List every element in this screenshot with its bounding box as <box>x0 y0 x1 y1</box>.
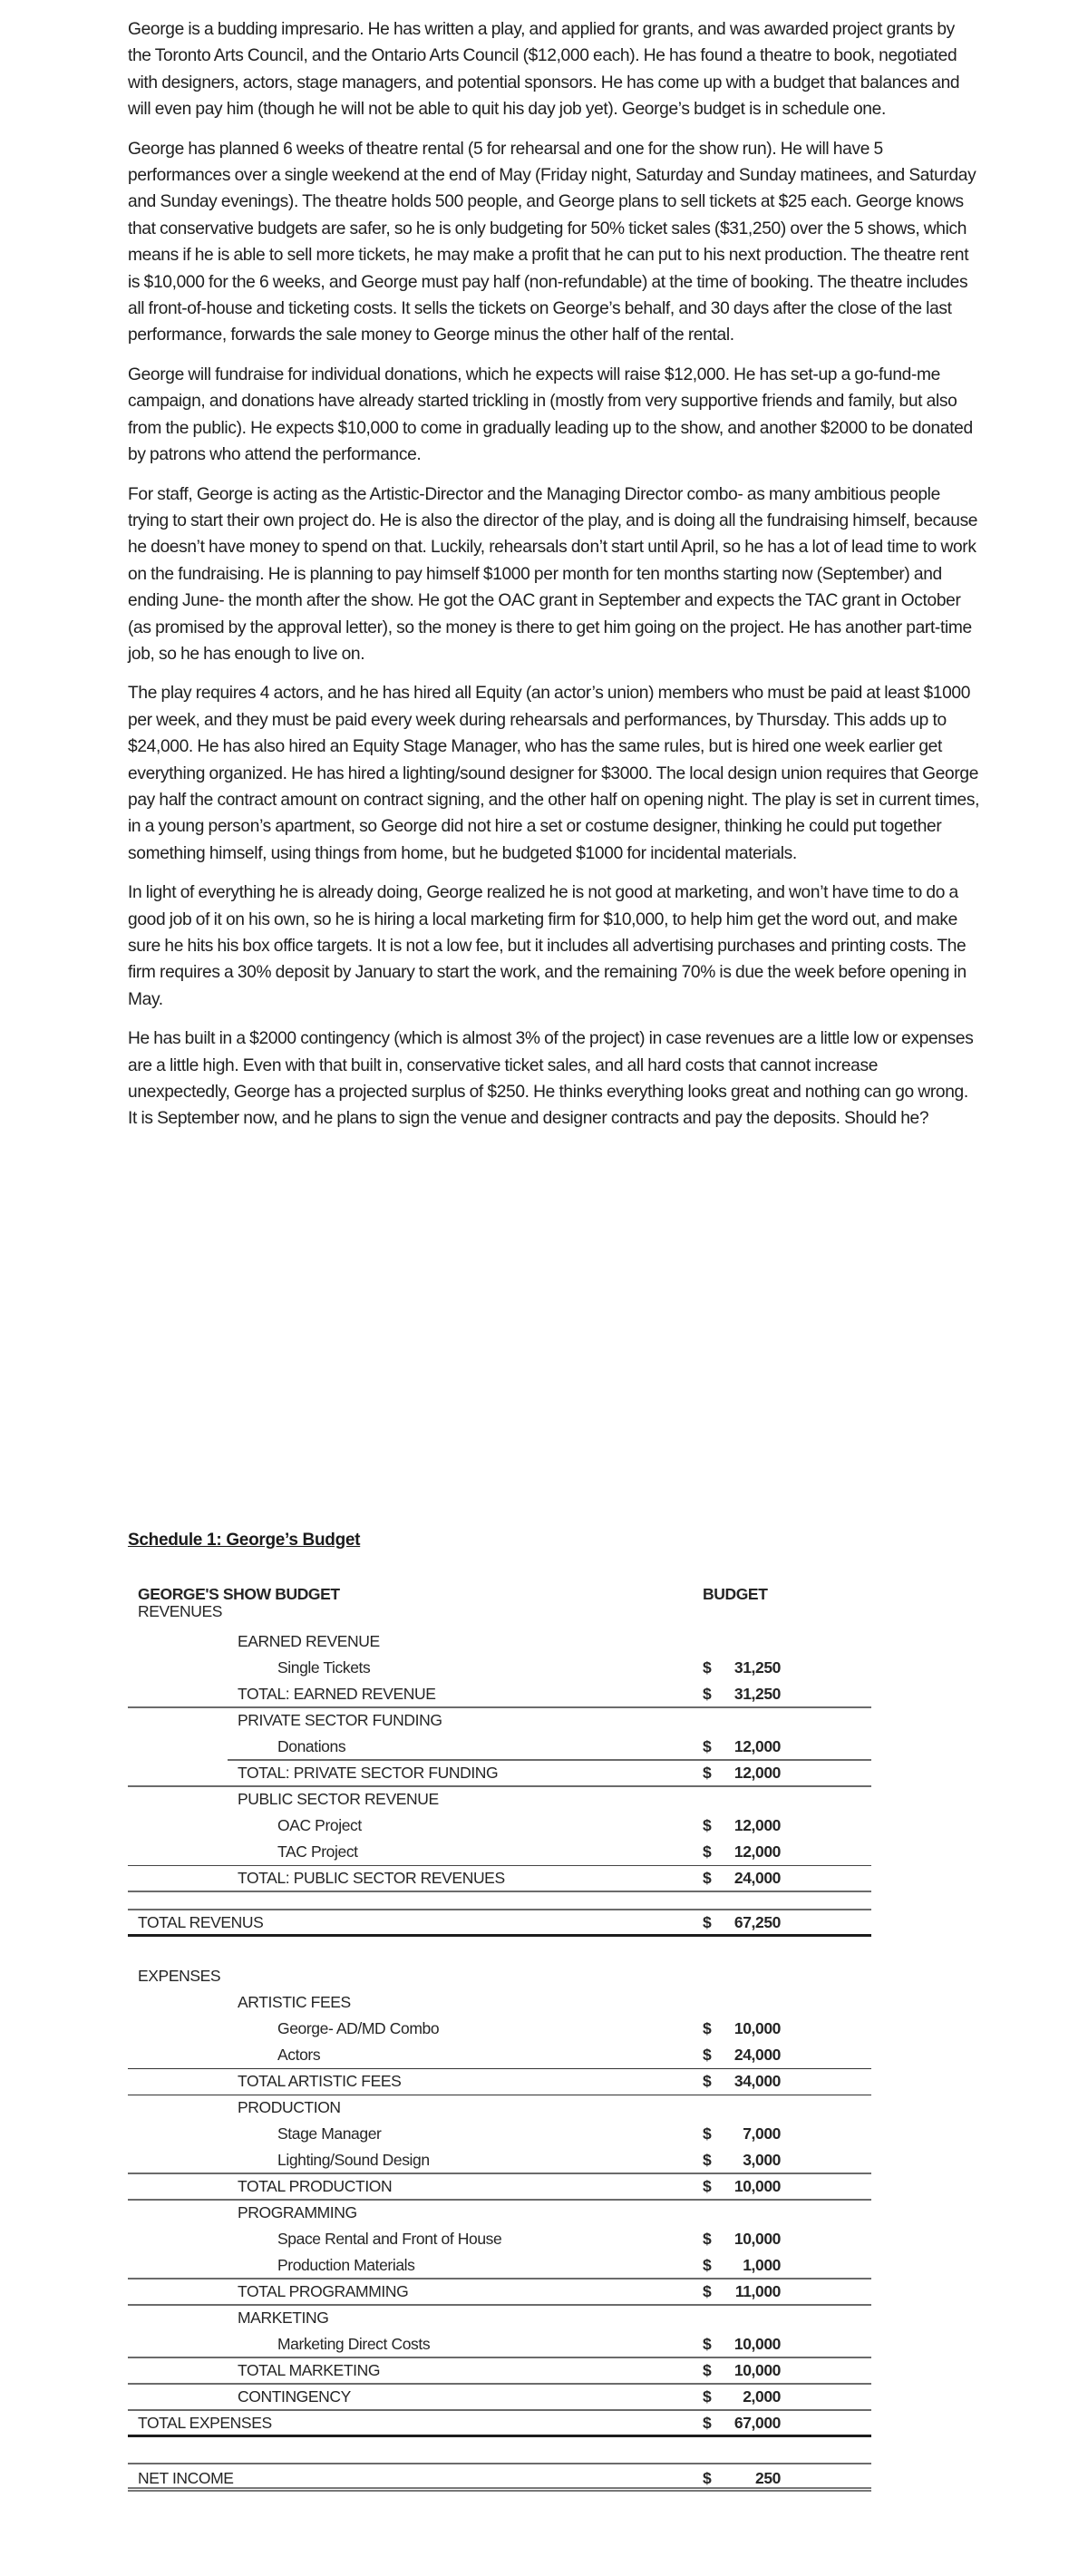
category-marketing: MARKETING <box>238 2309 329 2327</box>
total-expenses: TOTAL EXPENSES $ 67,000 <box>128 2410 871 2436</box>
budget-header-row <box>128 1580 871 1601</box>
category-programming: PROGRAMMING <box>238 2203 357 2221</box>
paragraph-contingency: He has built in a $2000 contingency (which is almost 3% of the project) in case revenues are a little low or expenses are a little high. Even with that built in, conservative ticket sales, and all hard costs that cannot increase unexpectedly, George has a projected surplus of $250. He thinks everything looks great and nothing can go wrong. It is September now, and he plans to sign the venue and designer contracts and pay the deposits. Should he? <box>128 1029 974 1129</box>
line-item-oac-project: OAC Project $ 12,000 <box>277 1816 781 1834</box>
budget-table <box>128 1580 871 2491</box>
section-heading-revenues: REVENUES <box>138 1602 223 1620</box>
section-heading-expenses: EXPENSES <box>138 1967 221 1985</box>
total-revenues: TOTAL REVENUS $ 67,250 <box>128 1910 871 1936</box>
line-item-space-rental: Space Rental and Front of House $ 10,000 <box>277 2230 781 2248</box>
budget-table-title: GEORGE'S SHOW BUDGET <box>138 1585 340 1603</box>
subtotal-earned-revenue: TOTAL: EARNED REVENUE $ 31,250 <box>128 1681 871 1707</box>
line-item-marketing-direct: Marketing Direct Costs $ 10,000 <box>128 2331 871 2357</box>
line-item-contingency: CONTINGENCY $ 2,000 <box>128 2384 871 2410</box>
paragraph-actors: The play requires 4 actors, and he has hired all Equity (an actor’s union) members who must be paid at least $1000 per week, and they must be paid every week during rehearsals and performances, by Thursday. This adds up to $24,000. He has also hired an Equity Stage Manager, who has the same rules, but is hired one week earlier get everything organized. He has hired a lighting/sound designer for $3000. The local design union requires that George pay half the contract amount on contract signing, and the other half on opening night. The play is set in current times, in a young person’s apartment, so George did not hire a set or costume designer, thinking he could put together something himself, using things from home, but he budgeted $1000 for incidental materials. <box>128 684 980 863</box>
subtotal-programming: TOTAL PROGRAMMING $ 11,000 <box>128 2279 871 2305</box>
line-item-lighting-sound: Lighting/Sound Design $ 3,000 <box>128 2147 871 2173</box>
divider <box>128 1934 871 1937</box>
spacer <box>128 2436 871 2464</box>
line-item-actors: Actors $ 24,000 <box>128 2042 871 2068</box>
subtotal-marketing: TOTAL MARKETING $ 10,000 <box>128 2357 871 2384</box>
net-income: NET INCOME $ 250 <box>128 2464 871 2491</box>
line-item-donations: Donations $ 12,000 <box>128 1734 871 1760</box>
category-earned-revenue: EARNED REVENUE <box>238 1632 380 1650</box>
paragraph-theatre-rental: George has planned 6 weeks of theatre rental (5 for rehearsal and one for the show run). He will have 5 performances over a single weekend at the end of May (Friday night, Saturday and Sunday matinees, and Saturday and Sunday evenings). The theatre holds 500 people, and George plans to sell tickets at $25 each. George knows that conservative budgets are safer, so he is only budgeting for 50% ticket sales ($31,250) over the 5 shows, which means if he is able to sell more tickets, he may make a profit that he can put to his next production. The theatre rent is $10,000 for the 6 weeks, and George must pay half (non-refundable) at the time of booking. The theatre includes all front-of-house and ticketing costs. It sells the tickets on George’s behalf, and 30 days after the close of the last performance, forwards the sale money to George minus the other half of the rental. <box>128 139 976 345</box>
double-underline <box>128 2487 871 2492</box>
paragraph-intro: George is a budding impresario. He has written a play, and applied for grants, and was awarded project grants by the Toronto Arts Council, and the Ontario Arts Council ($12,000 each). He has found a theatre to book, negotiated with designers, actors, stage managers, and potential sponsors. He has come up with a budget that balances and will even pay him (though he will not be able to quit his day job yet). George’s budget is in schedule one. <box>128 20 960 120</box>
subtotal-private-sector: TOTAL: PRIVATE SECTOR FUNDING $ 12,000 <box>128 1760 871 1786</box>
subtotal-public-sector: TOTAL: PUBLIC SECTOR REVENUES $ 24,000 <box>128 1865 871 1891</box>
spacer <box>128 1891 871 1910</box>
category-production: PRODUCTION <box>238 2098 341 2116</box>
category-artistic-fees: ARTISTIC FEES <box>238 1993 351 2011</box>
case-text <box>128 16 980 1145</box>
budget-column-header: BUDGET <box>703 1585 768 1603</box>
schedule-title: Schedule 1: George’s Budget <box>128 1531 361 1550</box>
paragraph-marketing: In light of everything he is already doing, George realized he is not good at marketing, and won’t have time to do a good job of it on his own, so he is hiring a local marketing firm for $10,000, to help him get the word out, and make sure he hits his box office targets. It is not a low fee, but it includes all advertising purchases and printing costs. The firm requires a 30% deposit by January to start the work, and the remaining 70% is due the week before opening in May. <box>128 883 967 1009</box>
line-item-single-tickets: Single Tickets $ 31,250 <box>277 1658 781 1677</box>
line-item-production-materials: Production Materials $ 1,000 <box>128 2252 871 2279</box>
subtotal-artistic-fees: TOTAL ARTISTIC FEES $ 34,000 <box>128 2068 871 2095</box>
category-public-sector: PUBLIC SECTOR REVENUE <box>238 1790 439 1808</box>
paragraph-fundraising: George will fundraise for individual donations, which he expects will raise $12,000. He has set-up a go-fund-me campaign, and donations have already started trickling in (mostly from very supportive friends and family, but also from the public). He expects $10,000 to come in gradually leading up to the show, and another $2000 to be donated by patrons who attend the performance. <box>128 365 973 465</box>
line-item-stage-manager: Stage Manager $ 7,000 <box>277 2124 781 2143</box>
category-private-sector: PRIVATE SECTOR FUNDING <box>238 1711 442 1729</box>
paragraph-staff: For staff, George is acting as the Artistic-Director and the Managing Director combo- as many ambitious people trying to start their own project do. He is also the director of the play, and is doing all the fundraising himself, because he doesn’t have money to spend on that. Luckily, rehearsals don’t start until April, so he has a lot of lead time to work on the fundraising. He is planning to pay himself $1000 per month for ten months starting now (September) and ending June- the month after the show. He got the OAC grant in September and expects the TAC grant in October (as promised by the approval letter), so the money is there to get him going on the project. He has another part-time job, so he has enough to live on. <box>128 484 978 664</box>
line-item-tac-project: TAC Project $ 12,000 <box>128 1839 871 1865</box>
subtotal-production: TOTAL PRODUCTION $ 10,000 <box>128 2173 871 2200</box>
line-item-george-admd: George- AD/MD Combo $ 10,000 <box>277 2019 781 2037</box>
